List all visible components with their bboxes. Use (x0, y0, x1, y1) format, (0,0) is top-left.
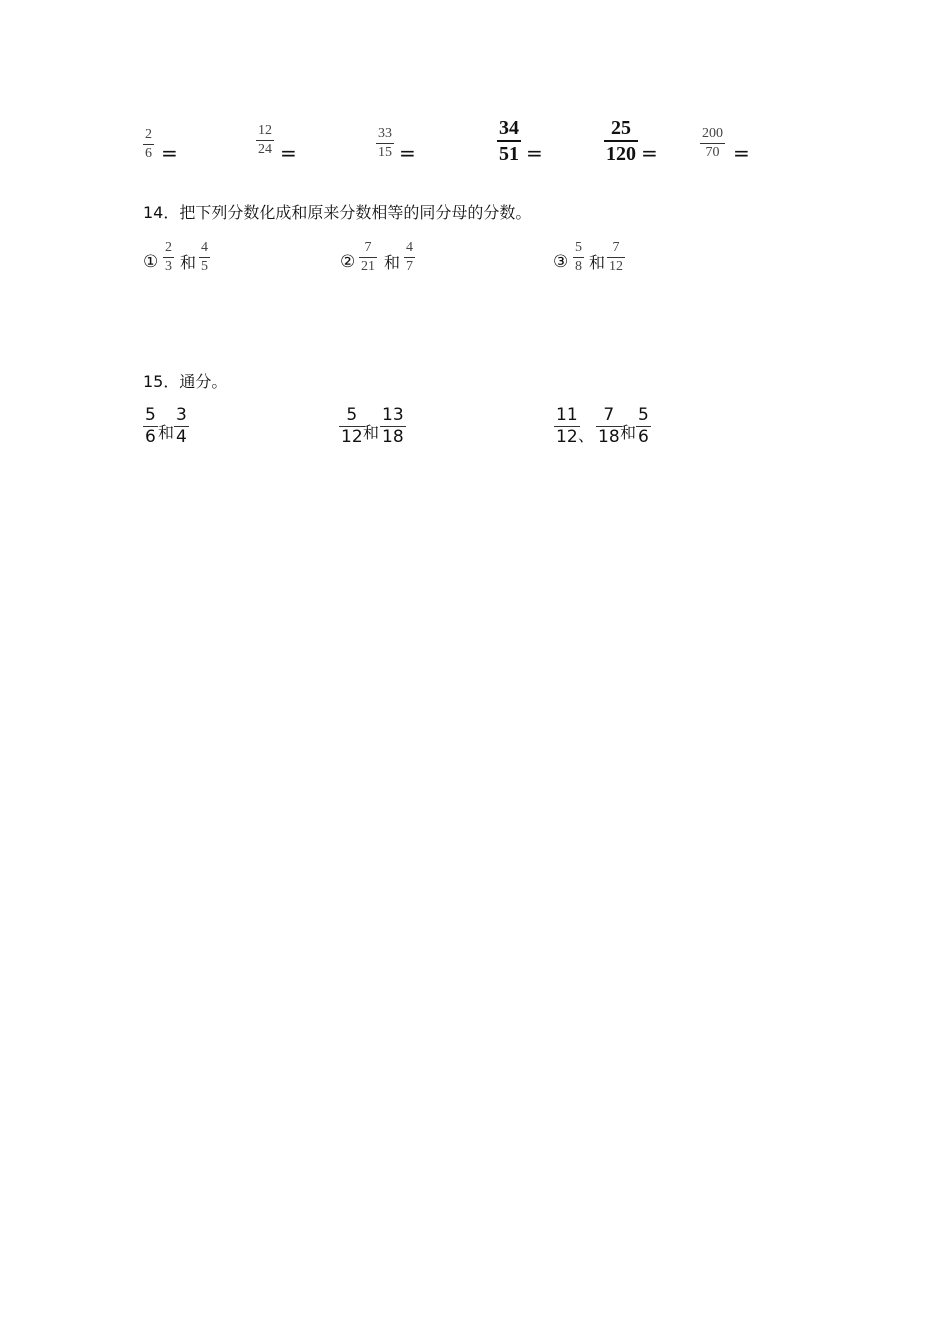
numerator: 4 (406, 240, 413, 255)
joiner-text: 和 (180, 253, 197, 272)
denominator: 7 (406, 259, 413, 274)
denominator: 6 (638, 427, 649, 447)
question-title: 15．通分。 (143, 372, 228, 391)
fraction (163, 241, 174, 274)
numerator: 7 (612, 240, 620, 255)
fraction (143, 407, 158, 446)
numerator: 7 (364, 240, 372, 255)
fraction (404, 241, 415, 274)
fraction (604, 118, 638, 164)
numerator: 2 (145, 127, 152, 142)
fraction (339, 407, 365, 446)
numerator: 4 (201, 240, 208, 255)
numerator: 13 (382, 405, 404, 425)
denominator: 51 (499, 143, 519, 165)
denominator: 12 (556, 427, 578, 447)
fraction (143, 128, 154, 161)
equals-sign: = (399, 141, 416, 165)
denominator: 70 (705, 145, 720, 160)
numerator: 5 (346, 405, 358, 425)
denominator: 21 (361, 259, 375, 274)
denominator: 12 (341, 427, 363, 447)
denominator: 6 (145, 146, 152, 161)
numerator: 5 (575, 240, 582, 255)
denominator: 3 (165, 259, 172, 274)
numerator: 5 (638, 405, 649, 425)
denominator: 18 (598, 427, 620, 447)
fraction (380, 407, 406, 446)
denominator: 18 (382, 427, 404, 447)
joiner-text: 和 (363, 423, 380, 442)
equals-sign: = (161, 141, 178, 165)
equals-sign: = (280, 141, 297, 165)
denominator: 5 (201, 259, 208, 274)
numerator: 5 (145, 405, 156, 425)
fraction (636, 407, 651, 446)
fraction (700, 127, 725, 160)
fraction (359, 241, 377, 274)
numerator: 200 (702, 126, 723, 141)
numerator: 2 (165, 240, 172, 255)
numerator: 3 (176, 405, 187, 425)
item-marker: ③ (553, 252, 569, 272)
denominator: 6 (145, 427, 156, 447)
equals-sign: = (733, 141, 750, 165)
separator-text: 、 (578, 426, 595, 445)
item-marker: ① (143, 252, 159, 272)
denominator: 12 (609, 259, 623, 274)
fraction (376, 127, 394, 160)
item-marker: ② (340, 252, 356, 272)
denominator: 15 (378, 145, 392, 160)
equals-sign: = (526, 141, 543, 165)
numerator: 25 (611, 117, 631, 139)
fraction (573, 241, 584, 274)
numerator: 34 (499, 117, 519, 139)
fraction (607, 241, 625, 274)
numerator: 11 (556, 405, 578, 425)
numerator: 33 (378, 126, 392, 141)
numerator: 12 (258, 123, 272, 138)
fraction (497, 118, 521, 164)
question-title: 14．把下列分数化成和原来分数相等的同分母的分数。 (143, 203, 532, 222)
denominator: 120 (606, 143, 636, 165)
fraction (174, 407, 189, 446)
fraction (256, 124, 274, 157)
joiner-text: 和 (384, 253, 401, 272)
joiner-text: 和 (589, 253, 606, 272)
fraction (596, 407, 622, 446)
denominator: 24 (258, 142, 272, 157)
fraction (199, 241, 210, 274)
numerator: 7 (603, 405, 615, 425)
joiner-text: 和 (158, 423, 175, 442)
denominator: 8 (575, 259, 582, 274)
fraction (554, 407, 580, 446)
denominator: 4 (176, 427, 187, 447)
joiner-text: 和 (620, 423, 637, 442)
equals-sign: = (641, 141, 658, 165)
